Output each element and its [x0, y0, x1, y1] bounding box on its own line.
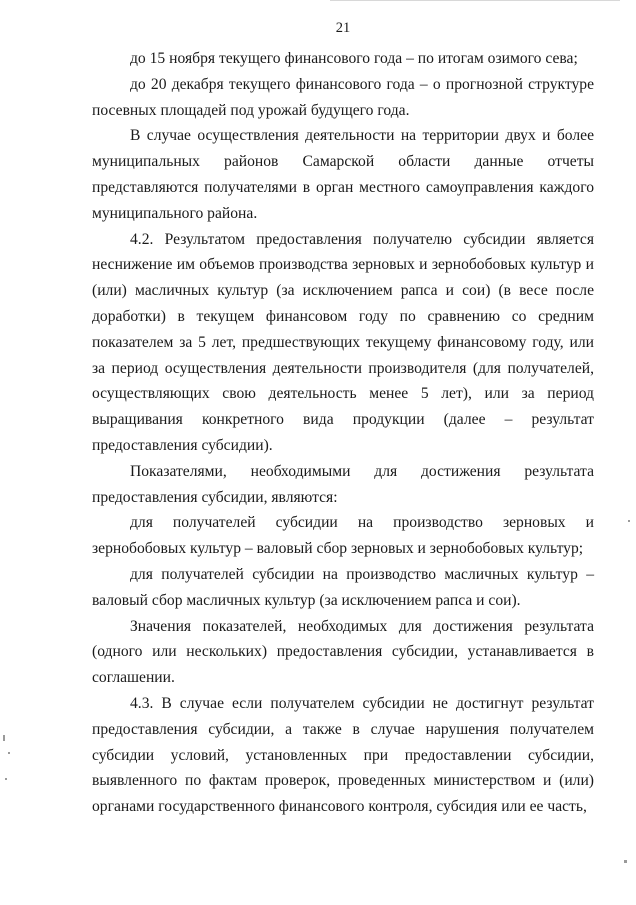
scan-edge-line [330, 0, 620, 1]
scan-speck [8, 752, 10, 754]
document-body [92, 46, 594, 820]
paragraph-deadline-november: до 15 ноября текущего финансового года – по итогам озимого сева; [130, 50, 578, 67]
scan-speck [3, 735, 5, 741]
paragraph-indicators-intro: Показателями, необходимыми для достижения результата предоставления субсидии, являются: [92, 462, 594, 506]
scan-speck [628, 520, 630, 522]
paragraph-deadline-december: до 20 декабря текущего финансового года – о прогнозной структуре посевных площадей под урожай будущего года. [92, 75, 594, 119]
paragraph-multiple-districts: В случае осуществления деятельности на территории двух и более муниципальных районов Самарской области данные отчеты представляются получателями в орган местного самоуправления каждого муниципального района. [92, 127, 594, 222]
paragraph-indicator-values: Значения показателей, необходимых для достижения результата (одного или нескольких) предоставления субсидии, устанавливается в соглашении. [92, 617, 594, 687]
scan-speck [624, 860, 627, 863]
paragraph-indicator-oilseed: для получателей субсидии на производство масличных культур – валовый сбор масличных культур (за исключением рапса и сои). [92, 565, 594, 609]
page-number: 21 [335, 20, 351, 36]
paragraph-section-4-3: 4.3. В случае если получателем субсидии не достигнут результат предоставления субсидии, а также в случае нарушения получателем субсидии условий, установленных при предоставлении субсидии, выявленного по фактам проверок, проведенных министерством и (или) органами государственного финансового контроля, субсидия или ее часть, [92, 694, 594, 816]
paragraph-indicator-grain: для получателей субсидии на производство зерновых и зернобобовых культур – валовый сбор зерновых и зернобобовых культур; [92, 514, 594, 558]
scan-speck [5, 778, 7, 780]
paragraph-section-4-2: 4.2. Результатом предоставления получателю субсидии является неснижение им объемов производства зерновых и зернобобовых культур и (или) масличных культур (за исключением рапса и сои) (в весе после доработки) в текущем финансовом году по сравнению со средним показателем за 5 лет, предшествующих текущему финансовому году, или за период осуществления деятельности производителя (для получателей, осуществляющих свою деятельность менее 5 лет), или за период выращивания конкретного вида продукции (далее – результат предоставления субсидии). [92, 230, 594, 454]
